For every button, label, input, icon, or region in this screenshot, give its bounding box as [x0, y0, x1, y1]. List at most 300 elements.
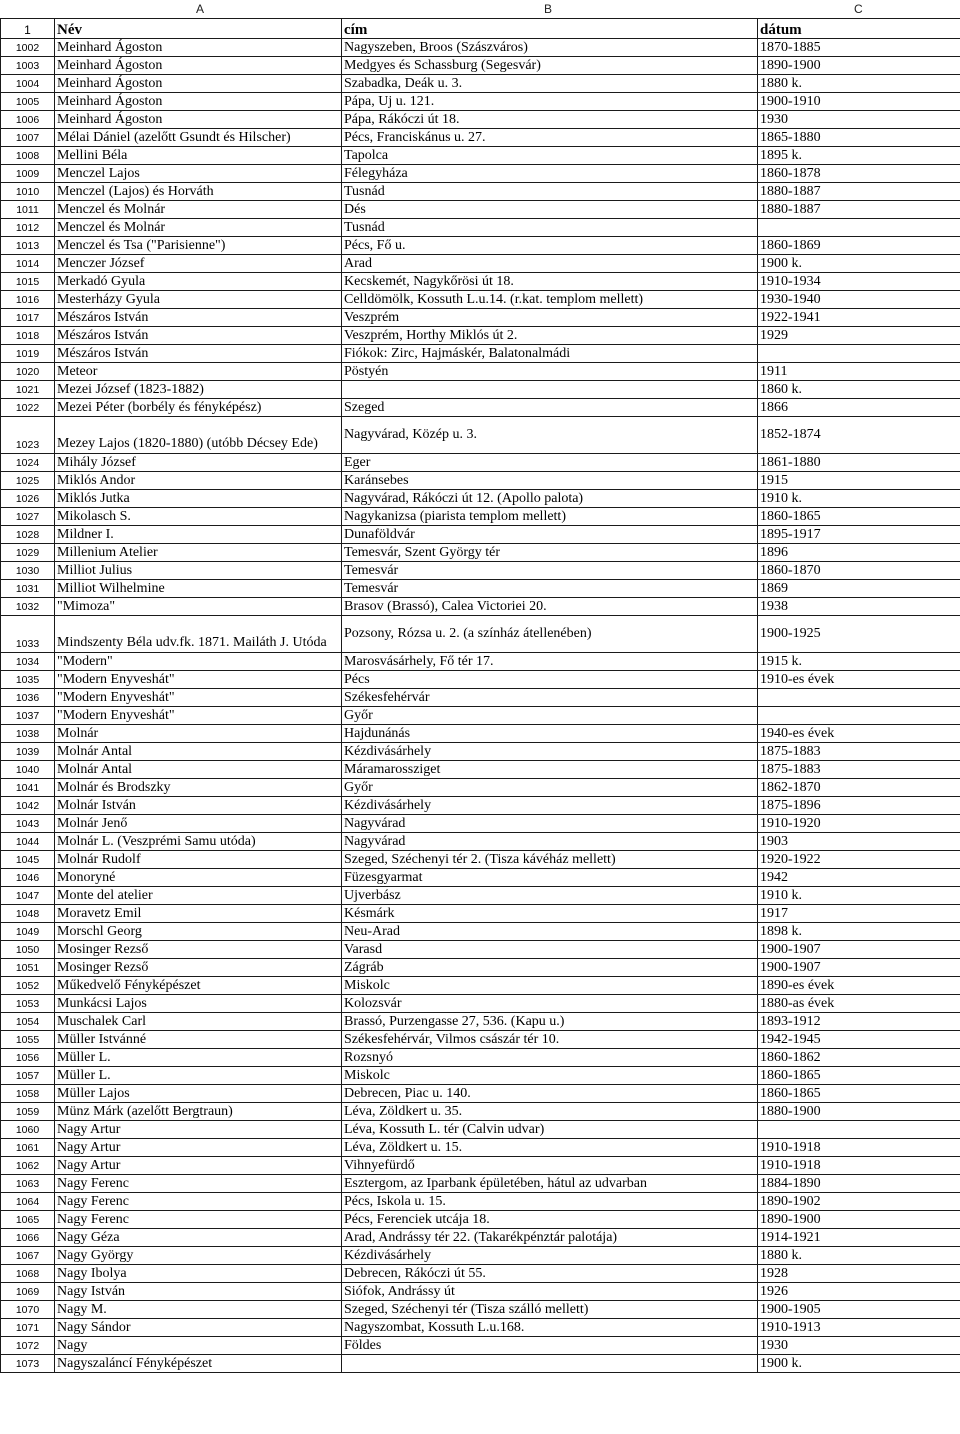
- cell-date[interactable]: 1880-as évek: [758, 995, 960, 1013]
- cell-address[interactable]: Pozsony, Rózsa u. 2. (a színház átellenében): [342, 616, 758, 653]
- row-number: 1042: [1, 797, 55, 815]
- cell-address[interactable]: Füzesgyarmat: [342, 869, 758, 887]
- cell-address[interactable]: Pécs, Fő u.: [342, 237, 758, 255]
- cell-date[interactable]: 1910 k.: [758, 490, 960, 508]
- cell-name[interactable]: Menczel és Molnár: [55, 201, 342, 219]
- cell-date[interactable]: [758, 345, 960, 363]
- cell-name[interactable]: Merkadó Gyula: [55, 273, 342, 291]
- cell-address[interactable]: Brasov (Brassó), Calea Victoriei 20.: [342, 598, 758, 616]
- cell-name[interactable]: Munkácsi Lajos: [55, 995, 342, 1013]
- cell-date[interactable]: 1880 k.: [758, 75, 960, 93]
- cell-name[interactable]: Nagy: [55, 1337, 342, 1355]
- cell-address[interactable]: [342, 381, 758, 399]
- table-row: [1, 725, 960, 743]
- row-number: 1005: [1, 93, 55, 111]
- cell-address[interactable]: Temesvár, Szent György tér: [342, 544, 758, 562]
- row-number: 1014: [1, 255, 55, 273]
- table-row: [1, 1157, 960, 1175]
- cell-name[interactable]: "Modern Enyveshát": [55, 671, 342, 689]
- cell-date[interactable]: 1922-1941: [758, 309, 960, 327]
- cell-address[interactable]: Veszprém: [342, 309, 758, 327]
- row-number: 1016: [1, 291, 55, 309]
- row-number: 1059: [1, 1103, 55, 1121]
- table-row: [1, 111, 960, 129]
- table-row: [1, 327, 960, 345]
- cell-name[interactable]: Nagy Sándor: [55, 1319, 342, 1337]
- cell-name[interactable]: Meinhard Ágoston: [55, 75, 342, 93]
- cell-name[interactable]: Műkedvelő Fényképészet: [55, 977, 342, 995]
- cell-name[interactable]: Molnár L. (Veszprémi Samu utóda): [55, 833, 342, 851]
- table-row: [1, 219, 960, 237]
- row-number: 1019: [1, 345, 55, 363]
- table-row: [1, 1085, 960, 1103]
- cell-address[interactable]: Varasd: [342, 941, 758, 959]
- cell-address[interactable]: Arad: [342, 255, 758, 273]
- cell-name[interactable]: Menczel Lajos: [55, 165, 342, 183]
- cell-address[interactable]: Nagyvárad: [342, 833, 758, 851]
- cell-name[interactable]: Mosinger Rezső: [55, 959, 342, 977]
- row-number: 1: [1, 19, 55, 39]
- table-row: [1, 129, 960, 147]
- row-number: 1004: [1, 75, 55, 93]
- cell-date[interactable]: 1866: [758, 399, 960, 417]
- table-row: [1, 761, 960, 779]
- cell-date[interactable]: 1929: [758, 327, 960, 345]
- cell-name[interactable]: Mezei Péter (borbély és fényképész): [55, 399, 342, 417]
- cell-date[interactable]: 1895-1917: [758, 526, 960, 544]
- cell-name[interactable]: Molnár István: [55, 797, 342, 815]
- cell-address[interactable]: Marosvásárhely, Fő tér 17.: [342, 653, 758, 671]
- cell-date[interactable]: 1900 k.: [758, 255, 960, 273]
- header-name[interactable]: Név: [55, 19, 342, 39]
- cell-address[interactable]: Miskolc: [342, 977, 758, 995]
- row-number: 1058: [1, 1085, 55, 1103]
- cell-date[interactable]: 1900-1910: [758, 93, 960, 111]
- row-number: 1028: [1, 526, 55, 544]
- cell-date[interactable]: 1900-1905: [758, 1301, 960, 1319]
- row-number: 1008: [1, 147, 55, 165]
- table-row: [1, 1121, 960, 1139]
- cell-address[interactable]: Győr: [342, 707, 758, 725]
- cell-date[interactable]: 1860-1878: [758, 165, 960, 183]
- cell-address[interactable]: Félegyháza: [342, 165, 758, 183]
- table-row: [1, 815, 960, 833]
- table-row: [1, 93, 960, 111]
- cell-address[interactable]: Temesvár: [342, 580, 758, 598]
- cell-address[interactable]: Nagyvárad, Közép u. 3.: [342, 417, 758, 454]
- table-row: [1, 255, 960, 273]
- row-number: 1056: [1, 1049, 55, 1067]
- cell-address[interactable]: Kézdivásárhely: [342, 743, 758, 761]
- row-number: 1009: [1, 165, 55, 183]
- cell-name[interactable]: Mesterházy Gyula: [55, 291, 342, 309]
- cell-address[interactable]: Zágráb: [342, 959, 758, 977]
- cell-address[interactable]: Pápa, Uj u. 121.: [342, 93, 758, 111]
- cell-date[interactable]: 1860 k.: [758, 381, 960, 399]
- cell-date[interactable]: 1915: [758, 472, 960, 490]
- cell-date[interactable]: 1875-1896: [758, 797, 960, 815]
- cell-name[interactable]: Molnár Antal: [55, 761, 342, 779]
- cell-date[interactable]: 1870-1885: [758, 39, 960, 57]
- row-number: 1065: [1, 1211, 55, 1229]
- cell-date[interactable]: 1910-1913: [758, 1319, 960, 1337]
- cell-address[interactable]: Veszprém, Horthy Miklós út 2.: [342, 327, 758, 345]
- cell-address[interactable]: Máramarossziget: [342, 761, 758, 779]
- cell-address[interactable]: Miskolc: [342, 1067, 758, 1085]
- cell-name[interactable]: Nagy Ferenc: [55, 1211, 342, 1229]
- row-number: 1003: [1, 57, 55, 75]
- cell-name[interactable]: Monoryné: [55, 869, 342, 887]
- row-number: 1010: [1, 183, 55, 201]
- table-row: [1, 1139, 960, 1157]
- table-row: [1, 671, 960, 689]
- cell-date[interactable]: 1880-1900: [758, 1103, 960, 1121]
- table-row: [1, 39, 960, 57]
- cell-address[interactable]: Nagyszombat, Kossuth L.u.168.: [342, 1319, 758, 1337]
- header-date[interactable]: dátum: [758, 19, 960, 39]
- cell-name[interactable]: Müller Lajos: [55, 1085, 342, 1103]
- cell-name[interactable]: Nagy Ferenc: [55, 1175, 342, 1193]
- cell-date[interactable]: 1898 k.: [758, 923, 960, 941]
- cell-date[interactable]: [758, 707, 960, 725]
- table-row: [1, 399, 960, 417]
- table-row: [1, 273, 960, 291]
- cell-address[interactable]: Debrecen, Piac u. 140.: [342, 1085, 758, 1103]
- table-row: [1, 1265, 960, 1283]
- cell-name[interactable]: Milliot Julius: [55, 562, 342, 580]
- cell-address[interactable]: Medgyes és Schassburg (Segesvár): [342, 57, 758, 75]
- table-row: [1, 797, 960, 815]
- cell-address[interactable]: [342, 1355, 758, 1373]
- cell-date[interactable]: 1910 k.: [758, 887, 960, 905]
- cell-address[interactable]: Szeged, Széchenyi tér 2. (Tisza kávéház mellett): [342, 851, 758, 869]
- cell-address[interactable]: Szabadka, Deák u. 3.: [342, 75, 758, 93]
- cell-date[interactable]: 1890-1900: [758, 57, 960, 75]
- cell-name[interactable]: Molnár Rudolf: [55, 851, 342, 869]
- cell-name[interactable]: Muschalek Carl: [55, 1013, 342, 1031]
- row-number: 1027: [1, 508, 55, 526]
- cell-address[interactable]: Kézdivásárhely: [342, 1247, 758, 1265]
- cell-name[interactable]: Münz Márk (azelőtt Bergtraun): [55, 1103, 342, 1121]
- cell-address[interactable]: Székesfehérvár: [342, 689, 758, 707]
- cell-date[interactable]: 1896: [758, 544, 960, 562]
- cell-name[interactable]: Mezey Lajos (1820-1880) (utóbb Décsey Ede): [55, 417, 342, 454]
- cell-name[interactable]: Nagy Artur: [55, 1139, 342, 1157]
- cell-address[interactable]: Dés: [342, 201, 758, 219]
- cell-date[interactable]: 1861-1880: [758, 454, 960, 472]
- cell-address[interactable]: Brassó, Purzengasse 27, 536. (Kapu u.): [342, 1013, 758, 1031]
- row-number: 1020: [1, 363, 55, 381]
- cell-address[interactable]: Arad, Andrássy tér 22. (Takarékpénztár palotája): [342, 1229, 758, 1247]
- row-number: 1051: [1, 959, 55, 977]
- cell-date[interactable]: 1940-es évek: [758, 725, 960, 743]
- cell-name[interactable]: Morschl Georg: [55, 923, 342, 941]
- cell-date[interactable]: 1875-1883: [758, 743, 960, 761]
- cell-date[interactable]: 1911: [758, 363, 960, 381]
- cell-address[interactable]: Földes: [342, 1337, 758, 1355]
- cell-address[interactable]: Tapolca: [342, 147, 758, 165]
- column-header-bar: [0, 0, 960, 18]
- table-row: [1, 363, 960, 381]
- cell-date[interactable]: 1900 k.: [758, 1355, 960, 1373]
- cell-address[interactable]: Celldömölk, Kossuth L.u.14. (r.kat. templom mellett): [342, 291, 758, 309]
- cell-date[interactable]: 1860-1869: [758, 237, 960, 255]
- cell-date[interactable]: [758, 219, 960, 237]
- cell-name[interactable]: "Modern": [55, 653, 342, 671]
- row-number: 1022: [1, 399, 55, 417]
- cell-date[interactable]: 1893-1912: [758, 1013, 960, 1031]
- cell-name[interactable]: Mindszenty Béla udv.fk. 1871. Mailáth J. Utóda: [55, 616, 342, 653]
- table-row: [1, 417, 960, 454]
- row-number: 1021: [1, 381, 55, 399]
- cell-date[interactable]: 1860-1865: [758, 508, 960, 526]
- cell-address[interactable]: Győr: [342, 779, 758, 797]
- cell-date[interactable]: 1852-1874: [758, 417, 960, 454]
- cell-name[interactable]: Nagy Artur: [55, 1121, 342, 1139]
- cell-address[interactable]: Nagykanizsa (piarista templom mellett): [342, 508, 758, 526]
- table-row: [1, 201, 960, 219]
- cell-date[interactable]: [758, 1121, 960, 1139]
- cell-date[interactable]: 1880-1887: [758, 183, 960, 201]
- cell-date[interactable]: 1910-1918: [758, 1139, 960, 1157]
- cell-date[interactable]: 1930-1940: [758, 291, 960, 309]
- table-row: [1, 454, 960, 472]
- cell-address[interactable]: Nagyszeben, Broos (Szászváros): [342, 39, 758, 57]
- cell-address[interactable]: Pápa, Rákóczi út 18.: [342, 111, 758, 129]
- cell-name[interactable]: Molnár Antal: [55, 743, 342, 761]
- cell-address[interactable]: Karánsebes: [342, 472, 758, 490]
- cell-address[interactable]: Tusnád: [342, 183, 758, 201]
- cell-address[interactable]: Szeged, Széchenyi tér (Tisza szálló mellett): [342, 1301, 758, 1319]
- cell-date[interactable]: 1938: [758, 598, 960, 616]
- cell-address[interactable]: Fiókok: Zirc, Hajmáskér, Balatonalmádi: [342, 345, 758, 363]
- cell-name[interactable]: Meinhard Ágoston: [55, 39, 342, 57]
- cell-address[interactable]: Pöstyén: [342, 363, 758, 381]
- cell-name[interactable]: Menczel és Molnár: [55, 219, 342, 237]
- cell-name[interactable]: Mészáros István: [55, 309, 342, 327]
- row-number: 1006: [1, 111, 55, 129]
- cell-name[interactable]: Nagy M.: [55, 1301, 342, 1319]
- cell-name[interactable]: Mezei József (1823-1882): [55, 381, 342, 399]
- cell-name[interactable]: Mildner I.: [55, 526, 342, 544]
- cell-date[interactable]: 1875-1883: [758, 761, 960, 779]
- row-number: 1071: [1, 1319, 55, 1337]
- cell-name[interactable]: Mihály József: [55, 454, 342, 472]
- cell-date[interactable]: 1910-1920: [758, 815, 960, 833]
- cell-address[interactable]: Pécs, Iskola u. 15.: [342, 1193, 758, 1211]
- cell-name[interactable]: "Modern Enyveshát": [55, 689, 342, 707]
- table-row: [1, 743, 960, 761]
- cell-date[interactable]: 1865-1880: [758, 129, 960, 147]
- row-number: 1047: [1, 887, 55, 905]
- cell-date[interactable]: 1860-1870: [758, 562, 960, 580]
- cell-date[interactable]: 1942: [758, 869, 960, 887]
- cell-date[interactable]: 1930: [758, 111, 960, 129]
- cell-address[interactable]: Kolozsvár: [342, 995, 758, 1013]
- cell-address[interactable]: Esztergom, az Iparbank épületében, hátul az udvarban: [342, 1175, 758, 1193]
- cell-date[interactable]: 1869: [758, 580, 960, 598]
- cell-name[interactable]: Nagy Ferenc: [55, 1193, 342, 1211]
- cell-name[interactable]: Mellini Béla: [55, 147, 342, 165]
- cell-date[interactable]: 1890-es évek: [758, 977, 960, 995]
- cell-date[interactable]: 1862-1870: [758, 779, 960, 797]
- cell-name[interactable]: Menczel és Tsa ("Parisienne"): [55, 237, 342, 255]
- cell-address[interactable]: Hajdunánás: [342, 725, 758, 743]
- cell-name[interactable]: Monte del atelier: [55, 887, 342, 905]
- cell-name[interactable]: Molnár: [55, 725, 342, 743]
- cell-date[interactable]: 1890-1900: [758, 1211, 960, 1229]
- cell-name[interactable]: Miklós Andor: [55, 472, 342, 490]
- row-number: 1031: [1, 580, 55, 598]
- table-row: [1, 183, 960, 201]
- column-letter-c[interactable]: C: [854, 2, 863, 16]
- cell-name[interactable]: Menczer József: [55, 255, 342, 273]
- cell-name[interactable]: Mészáros István: [55, 345, 342, 363]
- cell-address[interactable]: Pécs, Ferenciek utcája 18.: [342, 1211, 758, 1229]
- cell-name[interactable]: Menczel (Lajos) és Horváth: [55, 183, 342, 201]
- row-number: 1032: [1, 598, 55, 616]
- row-number: 1012: [1, 219, 55, 237]
- table-row: [1, 75, 960, 93]
- cell-address[interactable]: Debrecen, Rákóczi út 55.: [342, 1265, 758, 1283]
- cell-name[interactable]: Moravetz Emil: [55, 905, 342, 923]
- cell-name[interactable]: Meinhard Ágoston: [55, 111, 342, 129]
- cell-name[interactable]: Nagy Géza: [55, 1229, 342, 1247]
- cell-address[interactable]: Léva, Zöldkert u. 35.: [342, 1103, 758, 1121]
- cell-address[interactable]: Dunaföldvár: [342, 526, 758, 544]
- table-row: [1, 598, 960, 616]
- cell-name[interactable]: Nagyszaláncí Fényképészet: [55, 1355, 342, 1373]
- row-number: 1050: [1, 941, 55, 959]
- table-row: [1, 1049, 960, 1067]
- table-row: [1, 1301, 960, 1319]
- row-number: 1045: [1, 851, 55, 869]
- cell-address[interactable]: Pécs: [342, 671, 758, 689]
- row-number: 1029: [1, 544, 55, 562]
- cell-name[interactable]: "Mimoza": [55, 598, 342, 616]
- table-row: [1, 833, 960, 851]
- cell-name[interactable]: Meteor: [55, 363, 342, 381]
- cell-name[interactable]: Müller L.: [55, 1049, 342, 1067]
- row-number: 1055: [1, 1031, 55, 1049]
- cell-name[interactable]: Müller Istvánné: [55, 1031, 342, 1049]
- table-row: [1, 1319, 960, 1337]
- table-row: [1, 869, 960, 887]
- cell-date[interactable]: 1880 k.: [758, 1247, 960, 1265]
- cell-address[interactable]: Pécs, Franciskánus u. 27.: [342, 129, 758, 147]
- cell-name[interactable]: "Modern Enyveshát": [55, 707, 342, 725]
- cell-address[interactable]: Rozsnyó: [342, 1049, 758, 1067]
- cell-address[interactable]: Léva, Kossuth L. tér (Calvin udvar): [342, 1121, 758, 1139]
- table-row: [1, 779, 960, 797]
- cell-address[interactable]: Temesvár: [342, 562, 758, 580]
- cell-date[interactable]: 1895 k.: [758, 147, 960, 165]
- cell-name[interactable]: Nagy Ibolya: [55, 1265, 342, 1283]
- cell-date[interactable]: 1880-1887: [758, 201, 960, 219]
- cell-date[interactable]: 1914-1921: [758, 1229, 960, 1247]
- cell-address[interactable]: Ujverbász: [342, 887, 758, 905]
- row-number: 1070: [1, 1301, 55, 1319]
- cell-name[interactable]: Nagy Artur: [55, 1157, 342, 1175]
- table-row: [1, 977, 960, 995]
- table-row: [1, 707, 960, 725]
- cell-date[interactable]: 1860-1865: [758, 1085, 960, 1103]
- cell-name[interactable]: Müller L.: [55, 1067, 342, 1085]
- cell-address[interactable]: Székesfehérvár, Vilmos császár tér 10.: [342, 1031, 758, 1049]
- cell-date[interactable]: 1920-1922: [758, 851, 960, 869]
- cell-date[interactable]: 1942-1945: [758, 1031, 960, 1049]
- cell-address[interactable]: Vihnyefürdő: [342, 1157, 758, 1175]
- cell-name[interactable]: Nagy György: [55, 1247, 342, 1265]
- table-row: [1, 345, 960, 363]
- cell-name[interactable]: Milliot Wilhelmine: [55, 580, 342, 598]
- cell-name[interactable]: Meinhard Ágoston: [55, 57, 342, 75]
- cell-date[interactable]: 1910-es évek: [758, 671, 960, 689]
- cell-date[interactable]: 1928: [758, 1265, 960, 1283]
- cell-date[interactable]: 1915 k.: [758, 653, 960, 671]
- cell-address[interactable]: Nagyvárad: [342, 815, 758, 833]
- cell-date[interactable]: 1900-1907: [758, 941, 960, 959]
- row-number: 1073: [1, 1355, 55, 1373]
- row-number: 1035: [1, 671, 55, 689]
- cell-name[interactable]: Millenium Atelier: [55, 544, 342, 562]
- cell-address[interactable]: Léva, Zöldkert u. 15.: [342, 1139, 758, 1157]
- cell-address[interactable]: Kecskemét, Nagykőrösi út 18.: [342, 273, 758, 291]
- cell-address[interactable]: Késmárk: [342, 905, 758, 923]
- column-letter-b[interactable]: B: [544, 2, 553, 16]
- column-letter-a[interactable]: A: [196, 2, 205, 16]
- cell-address[interactable]: Neu-Arad: [342, 923, 758, 941]
- cell-date[interactable]: 1910-1934: [758, 273, 960, 291]
- cell-date[interactable]: 1890-1902: [758, 1193, 960, 1211]
- cell-date[interactable]: 1900-1925: [758, 616, 960, 653]
- cell-name[interactable]: Mélai Dániel (azelőtt Gsundt és Hilscher): [55, 129, 342, 147]
- cell-address[interactable]: Siófok, Andrássy út: [342, 1283, 758, 1301]
- cell-date[interactable]: 1860-1865: [758, 1067, 960, 1085]
- cell-date[interactable]: 1917: [758, 905, 960, 923]
- cell-address[interactable]: Tusnád: [342, 219, 758, 237]
- cell-date[interactable]: 1926: [758, 1283, 960, 1301]
- cell-name[interactable]: Miklós Jutka: [55, 490, 342, 508]
- cell-date[interactable]: [758, 689, 960, 707]
- cell-name[interactable]: Nagy István: [55, 1283, 342, 1301]
- row-number: 1030: [1, 562, 55, 580]
- cell-address[interactable]: Kézdivásárhely: [342, 797, 758, 815]
- table-row: [1, 1103, 960, 1121]
- cell-name[interactable]: Molnár és Brodszky: [55, 779, 342, 797]
- table-row: [1, 887, 960, 905]
- row-number: 1002: [1, 39, 55, 57]
- table-row: [1, 1067, 960, 1085]
- cell-address[interactable]: Szeged: [342, 399, 758, 417]
- cell-date[interactable]: 1903: [758, 833, 960, 851]
- cell-name[interactable]: Mészáros István: [55, 327, 342, 345]
- cell-date[interactable]: 1900-1907: [758, 959, 960, 977]
- cell-address[interactable]: Eger: [342, 454, 758, 472]
- table-row: [1, 544, 960, 562]
- cell-date[interactable]: 1884-1890: [758, 1175, 960, 1193]
- cell-date[interactable]: 1860-1862: [758, 1049, 960, 1067]
- cell-address[interactable]: Nagyvárad, Rákóczi út 12. (Apollo palota): [342, 490, 758, 508]
- cell-name[interactable]: Mosinger Rezső: [55, 941, 342, 959]
- cell-name[interactable]: Molnár Jenő: [55, 815, 342, 833]
- row-number: 1046: [1, 869, 55, 887]
- header-address[interactable]: cím: [342, 19, 758, 39]
- cell-name[interactable]: Meinhard Ágoston: [55, 93, 342, 111]
- cell-name[interactable]: Mikolasch S.: [55, 508, 342, 526]
- cell-date[interactable]: 1930: [758, 1337, 960, 1355]
- cell-date[interactable]: 1910-1918: [758, 1157, 960, 1175]
